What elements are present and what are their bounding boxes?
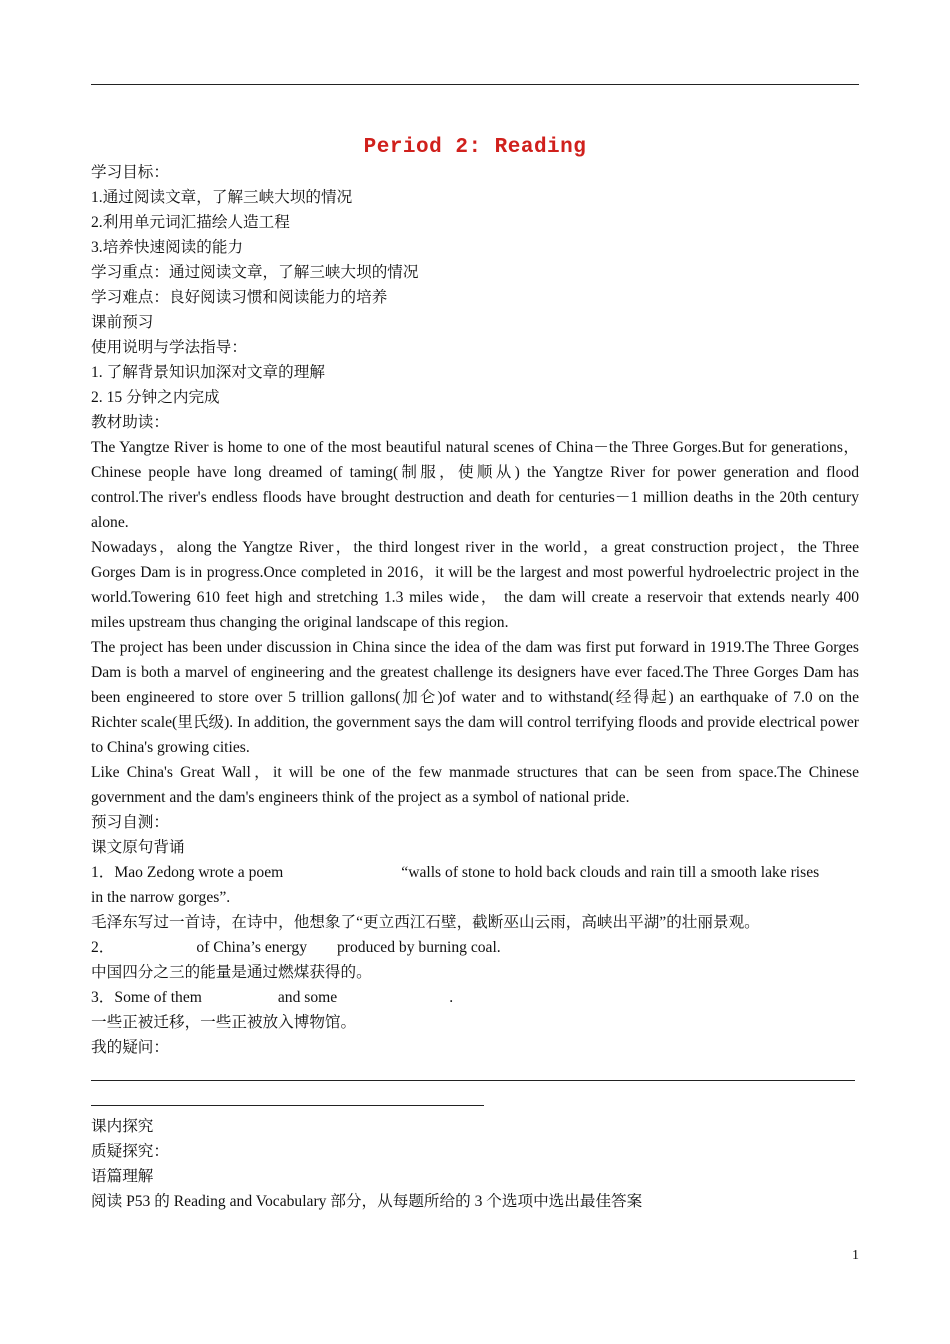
- instructions-heading: 使用说明与学法指导：: [91, 339, 247, 356]
- objective-item: 3.培养快速阅读的能力: [91, 239, 244, 256]
- page-title: Period 2: Reading: [363, 136, 587, 159]
- key-point: 学习重点：通过阅读文章，了解三峡大坝的情况: [91, 264, 419, 281]
- preview-heading: 课前预习: [91, 314, 154, 331]
- textbook-help-heading: 教材助读：: [91, 414, 169, 431]
- sentence-3-translation: 一些正被迁移，一些正被放入博物馆。: [91, 1014, 357, 1031]
- recite-heading: 课文原句背诵: [91, 839, 185, 856]
- header-rule: [91, 84, 859, 85]
- document-body: [91, 160, 859, 1214]
- in-class-heading: 课内探究: [91, 1118, 154, 1135]
- self-test-heading: 预习自测：: [91, 814, 169, 831]
- sentence-1-translation: 毛泽东写过一首诗，在诗中，他想象了“更立西江石壁，截断巫山云雨，高峡出平湖”的壮丽景观。: [91, 914, 760, 931]
- sentence-2-translation: 中国四分之三的能量是通过燃煤获得的。: [91, 964, 372, 981]
- sentence-1-quote: “walls of stone to hold back clouds and rain till a smooth lake rises: [401, 864, 820, 881]
- answer-line[interactable]: [91, 1062, 855, 1081]
- sentence-1-end: in the narrow gorges”.: [91, 889, 231, 906]
- objective-item: 2.利用单元词汇描绘人造工程: [91, 214, 290, 231]
- passage-paragraph: Like China's Great Wall，it will be one of the few manmade structures that can be seen from space.The Chinese government and the dam's engineers think of the project as a symbol of national pride.: [91, 764, 859, 806]
- instruction-item: 1. 了解背景知识加深对文章的理解: [91, 364, 325, 381]
- page-number: 1: [852, 1248, 859, 1263]
- sentence-2-line: [91, 935, 859, 960]
- passage-paragraph: Nowadays，along the Yangtze River，the third longest river in the world，a great construction project，the Three Gorges Dam is in progress.Once completed in 2016，it will be the largest and most powerful hydroelectric project in the world.Towering 610 feet high and stretching 1.3 miles wide， the dam will create a reservoir that extends nearly 400 miles upstream thus changing the original landscape of this region.: [91, 539, 859, 631]
- objectives-heading: 学习目标：: [91, 164, 169, 181]
- reading-task: 阅读 P53 的 Reading and Vocabulary 部分，从每题所给的 3 个选项中选出最佳答案: [91, 1193, 643, 1210]
- questions-heading: 我的疑问：: [91, 1039, 169, 1056]
- sentence-3-line: [91, 985, 859, 1010]
- inquiry-heading: 质疑探究：: [91, 1143, 169, 1160]
- sentence-1-line: [91, 860, 859, 885]
- sentence-2-number: 2．: [91, 939, 115, 956]
- objective-item: 1.通过阅读文章，了解三峡大坝的情况: [91, 189, 353, 206]
- sentence-1-start: 1．Mao Zedong wrote a poem: [91, 864, 284, 881]
- sentence-3-start: 3．Some of them: [91, 989, 202, 1006]
- sentence-2-end: produced by burning coal.: [337, 939, 501, 956]
- comprehension-heading: 语篇理解: [91, 1168, 154, 1185]
- answer-line[interactable]: [91, 1083, 484, 1106]
- sentence-3-middle: and some: [277, 989, 338, 1006]
- sentence-2-middle: of China’s energy: [196, 939, 307, 956]
- passage-paragraph: The Yangtze River is home to one of the most beautiful natural scenes of China－the Three Gorges.But for generations，Chinese people have long dreamed of taming(制服，使顺从) the Yangtze River for power generation and flood control.The river's endless floods have brought destruction and death for centuries－1 million deaths in the 20th century alone.: [91, 439, 859, 531]
- instruction-item: 2. 15 分钟之内完成: [91, 389, 220, 406]
- difficulty: 学习难点：良好阅读习惯和阅读能力的培养: [91, 289, 388, 306]
- passage-paragraph: The project has been under discussion in China since the idea of the dam was first put forward in 1919.The Three Gorges Dam is both a marvel of engineering and the greatest challenge its designers have ever faced.The Three Gorges Dam has been engineered to store over 5 trillion gallons(加仑)of water and to withstand(经得起) an earthquake of 7.0 on the Richter scale(里氏级). In addition, the government says the dam will control terrifying floods and provide electrical power to China's growing cities.: [91, 639, 859, 756]
- sentence-3-end: .: [449, 989, 454, 1006]
